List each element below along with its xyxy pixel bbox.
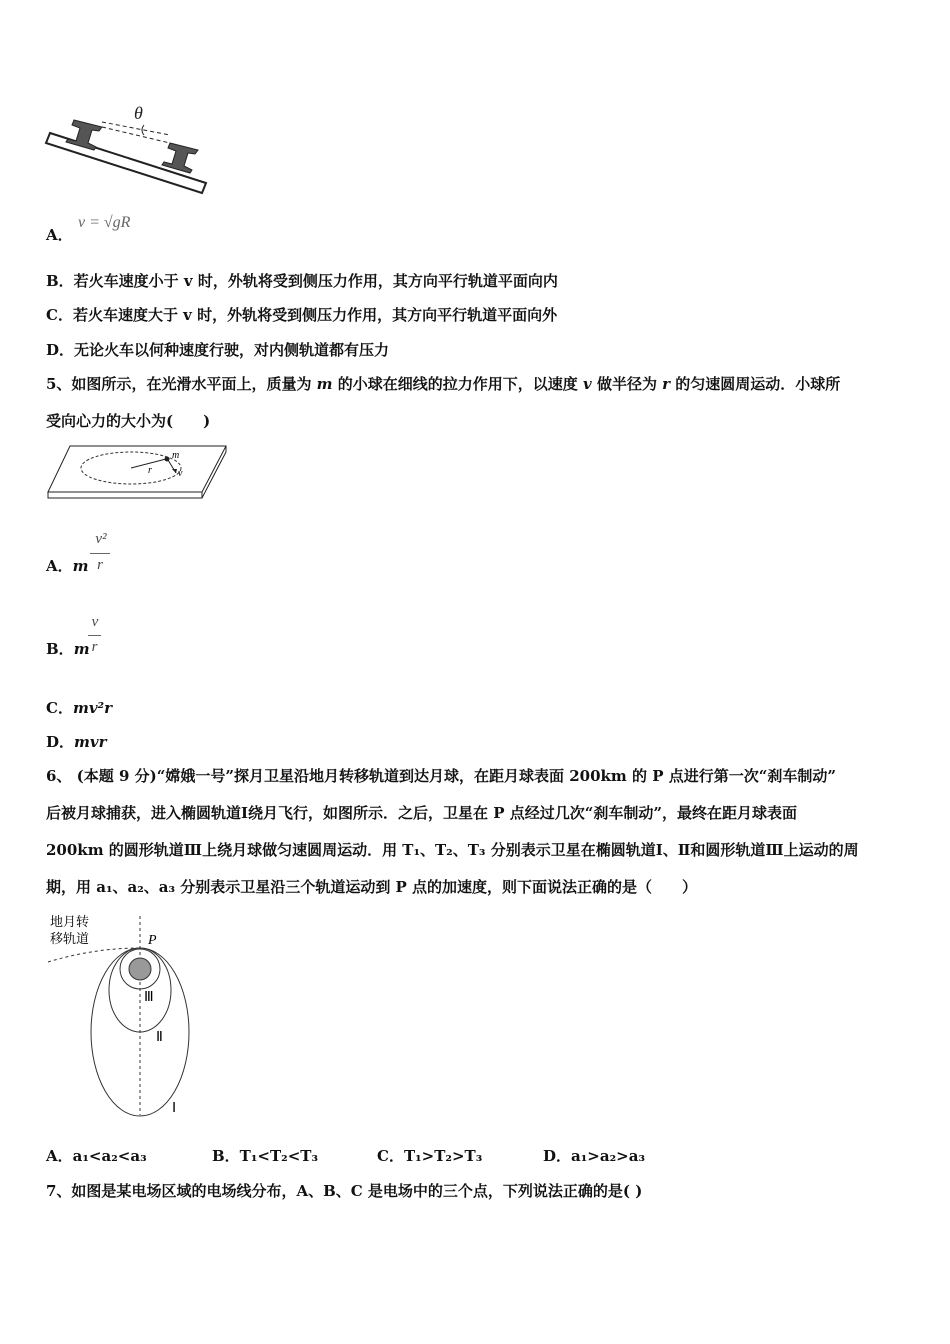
q6-option-b: B．T₁<T₂<T₃ xyxy=(212,1147,319,1165)
q5-option-b: B．m xyxy=(46,640,90,658)
fig-label-transfer2: 移轨道 xyxy=(50,932,90,947)
fig-label-i: Ⅰ xyxy=(172,1101,177,1116)
q5-option-b-fraction-bar xyxy=(88,635,101,636)
q5-stem-line1: 5、如图所示，在光滑水平面上，质量为 m 的小球在细线的拉力作用下，以速度 v 做半径为 r 的匀速圆周运动．小球所 xyxy=(46,375,841,393)
q4-option-c: C．若火车速度大于 v 时，外轨将受到侧压力作用，其方向平行轨道平面向外 xyxy=(46,306,558,324)
q5-option-c: C．mv²r xyxy=(46,699,113,717)
q6-stem-line3: 200km 的圆形轨道Ⅲ上绕月球做匀速圆周运动．用 T₁、T₂、T₃ 分别表示卫星在椭圆轨道Ⅰ、Ⅱ和圆形轨道Ⅲ上运动的周 xyxy=(46,841,859,859)
q6-option-d: D．a₁>a₂>a₃ xyxy=(543,1147,646,1165)
theta-label: θ xyxy=(134,103,143,123)
q6-option-c: C．T₁>T₂>T₃ xyxy=(377,1147,483,1165)
q4-option-d: D．无论火车以何种速度行驶，对内侧轨道都有压力 xyxy=(46,341,390,359)
fig-label-m: m xyxy=(172,450,180,461)
q6-option-a: A．a₁<a₂<a₃ xyxy=(46,1147,147,1165)
fig-label-transfer1: 地月转 xyxy=(50,915,90,930)
q6-stem-line1: 6、 (本题 9 分)“嫦娥一号”探月卫星沿地月转移轨道到达月球，在距月球表面 200km 的 P 点进行第一次“刹车制动” xyxy=(46,767,836,785)
circular-motion-figure xyxy=(46,442,231,504)
q5-option-d: D．mvr xyxy=(46,733,107,751)
q5-option-a-numerator: v² xyxy=(95,531,107,547)
lunar-orbit-figure xyxy=(44,910,194,1120)
fig-label-v: v xyxy=(178,468,183,479)
q6-stem-line2: 后被月球捕获，进入椭圆轨道Ⅰ绕月飞行，如图所示．之后，卫星在 P 点经过几次“刹车制动”，最终在距月球表面 xyxy=(46,804,798,822)
q5-option-a: A．m xyxy=(46,557,89,575)
q4-option-a-formula: v = √gR xyxy=(78,214,131,231)
q6-stem-line4: 期，用 a₁、a₂、a₃ 分别表示卫星沿三个轨道运动到 P 点的加速度，则下面说法正确的是（ ） xyxy=(46,878,698,896)
fig-label-r: r xyxy=(148,465,152,476)
q5-option-b-denominator: r xyxy=(91,639,98,655)
q5-option-a-denominator: r xyxy=(97,557,103,573)
q4-option-b: B．若火车速度小于 v 时，外轨将受到侧压力作用，其方向平行轨道平面向内 xyxy=(46,272,558,290)
q5-option-a-fraction-bar xyxy=(90,553,110,554)
rail-incline-figure xyxy=(44,95,214,205)
q5-stem-line2: 受向心力的大小为( ) xyxy=(46,412,211,430)
q5-option-b-numerator: v xyxy=(91,614,99,630)
fig-label-iii: Ⅲ xyxy=(144,990,154,1005)
q4-option-a-label: A． xyxy=(46,226,73,244)
fig-label-p: P xyxy=(148,933,157,948)
fig-label-ii: Ⅱ xyxy=(156,1030,163,1045)
q7-stem: 7、如图是某电场区域的电场线分布，A、B、C 是电场中的三个点，下列说法正确的是( ) xyxy=(46,1182,643,1200)
